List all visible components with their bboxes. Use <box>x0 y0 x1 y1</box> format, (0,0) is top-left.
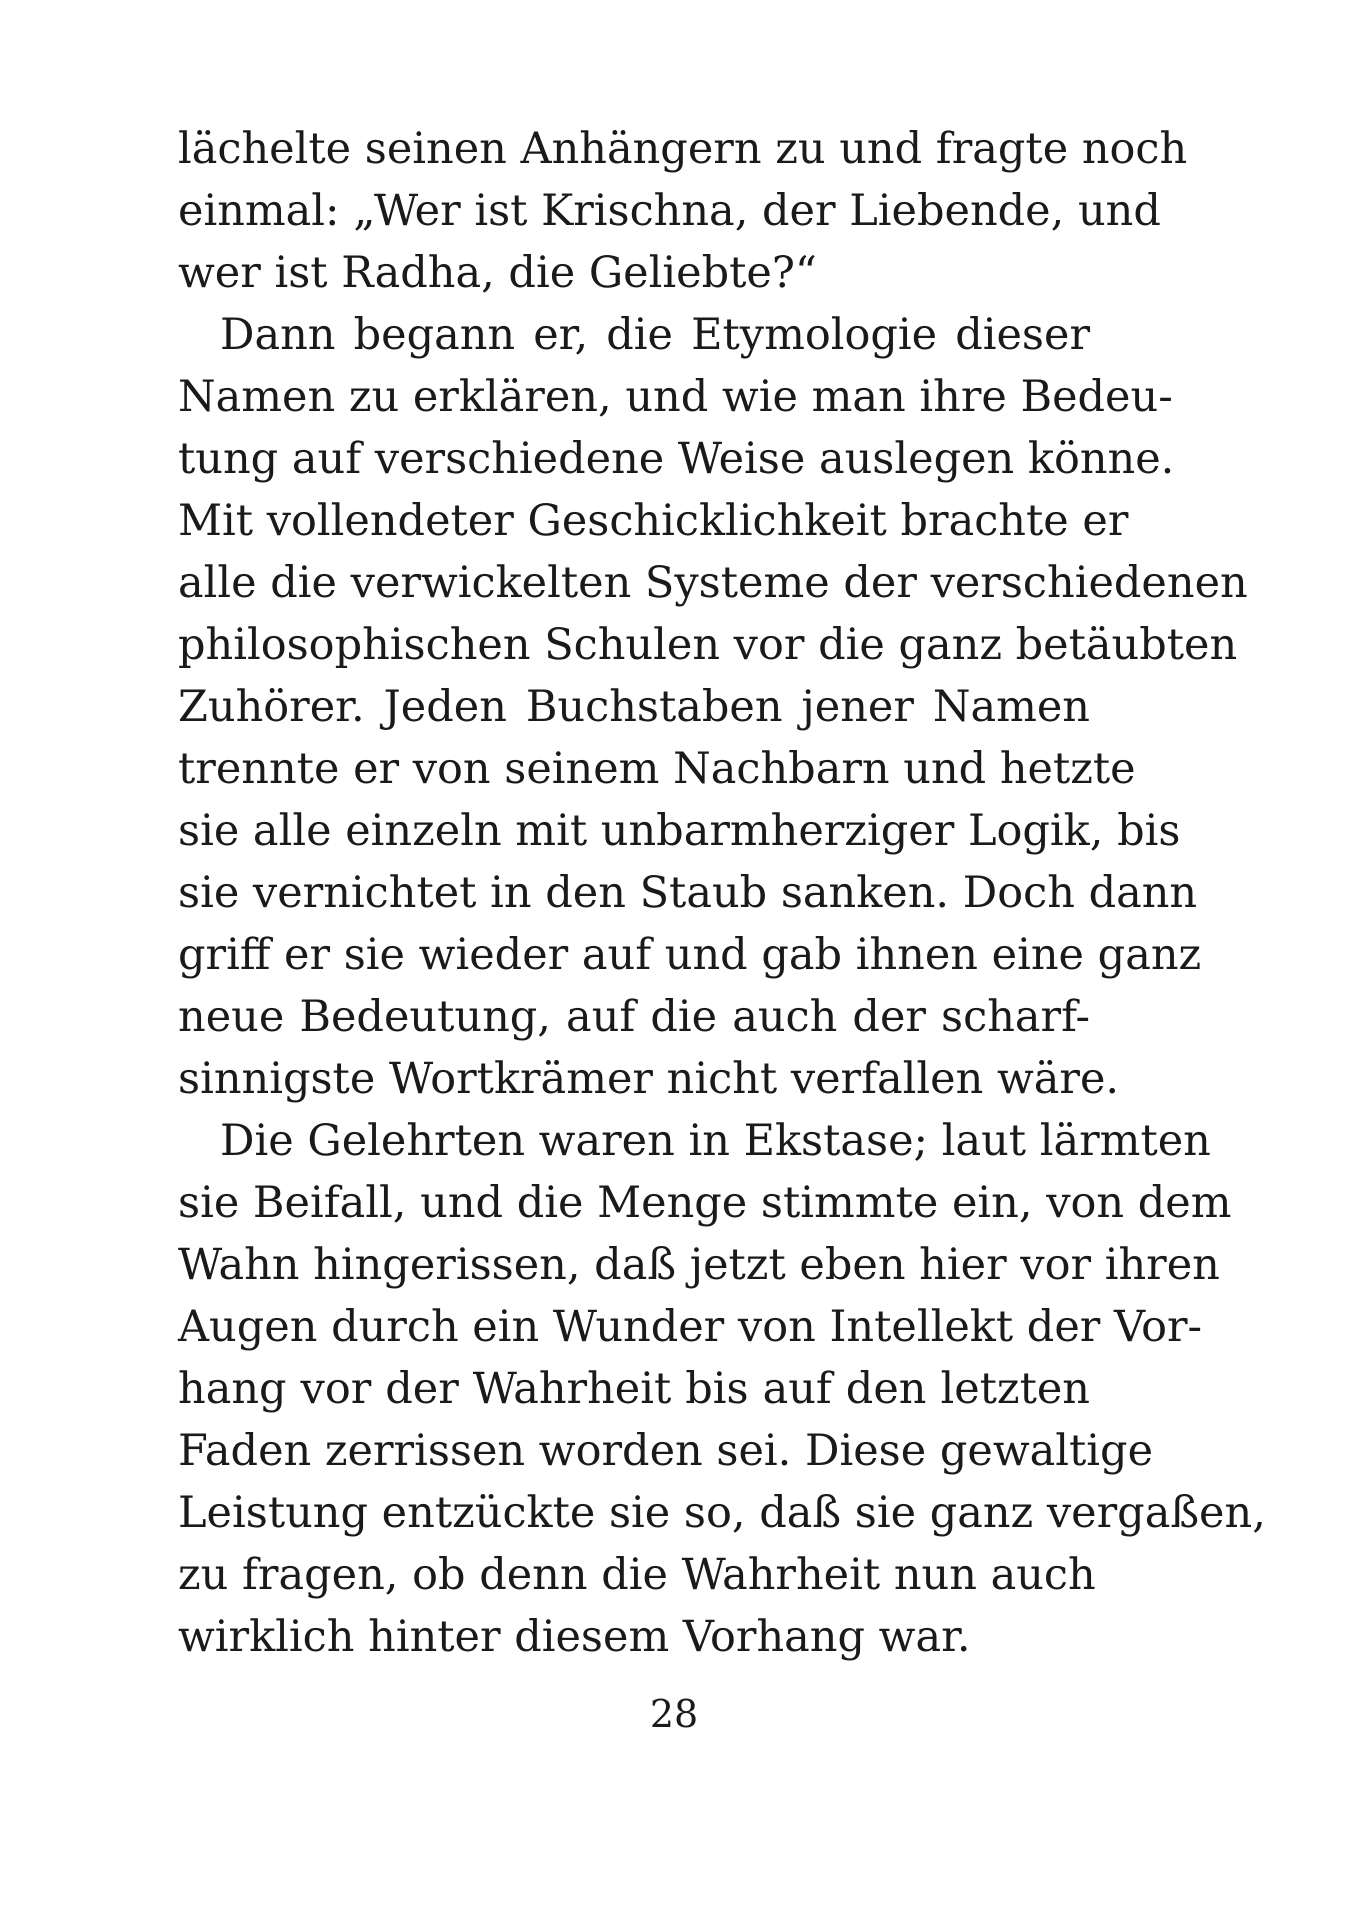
text-line: wer ist Radha, die Geliebte?“ <box>178 248 817 298</box>
text-line: alle die verwickelten Systeme der verschiedenen <box>178 558 1248 608</box>
page-number: 28 <box>649 1692 699 1736</box>
text-line: hang vor der Wahrheit bis auf den letzten <box>178 1364 1090 1414</box>
text-line: philosophischen Schulen vor die ganz betäubten <box>178 620 1238 670</box>
text-line: lächelte seinen Anhängern zu und fragte noch <box>178 124 1188 174</box>
text-line: Zuhörer. Jeden Buchstaben jener Namen <box>178 682 1090 732</box>
paragraph-start-line: Dann begann er, die Etymologie dieser <box>220 310 1090 360</box>
text-line: tung auf verschiedene Weise auslegen könne. <box>178 434 1175 484</box>
text-line: Namen zu erklären, und wie man ihre Bedeu- <box>178 372 1173 422</box>
text-line: einmal: „Wer ist Krischna, der Liebende, und <box>178 186 1161 236</box>
text-line: zu fragen, ob denn die Wahrheit nun auch <box>178 1550 1096 1600</box>
text-line: neue Bedeutung, auf die auch der scharf- <box>178 992 1090 1042</box>
text-line: sie vernichtet in den Staub sanken. Doch dann <box>178 868 1198 918</box>
text-line: Wahn hingerissen, daß jetzt eben hier vor ihren <box>178 1240 1220 1290</box>
text-line: Mit vollendeter Geschicklichkeit brachte er <box>178 496 1129 546</box>
text-line: wirklich hinter diesem Vorhang war. <box>178 1612 971 1662</box>
text-line: Augen durch ein Wunder von Intellekt der Vor- <box>178 1302 1203 1352</box>
text-line: sie alle einzeln mit unbarmherziger Logik, bis <box>178 806 1181 856</box>
text-line: Leistung entzückte sie so, daß sie ganz vergaßen, <box>178 1488 1266 1538</box>
text-line: trennte er von seinem Nachbarn und hetzte <box>178 744 1136 794</box>
text-line: sinnigste Wortkrämer nicht verfallen wäre. <box>178 1054 1120 1104</box>
text-line: Faden zerrissen worden sei. Diese gewaltige <box>178 1426 1154 1476</box>
text-line: griff er sie wieder auf und gab ihnen eine ganz <box>178 930 1202 980</box>
body-text <box>178 118 1266 1668</box>
paragraph-start-line: Die Gelehrten waren in Ekstase; laut lärmten <box>220 1116 1211 1166</box>
text-line: sie Beifall, und die Menge stimmte ein, von dem <box>178 1178 1232 1228</box>
